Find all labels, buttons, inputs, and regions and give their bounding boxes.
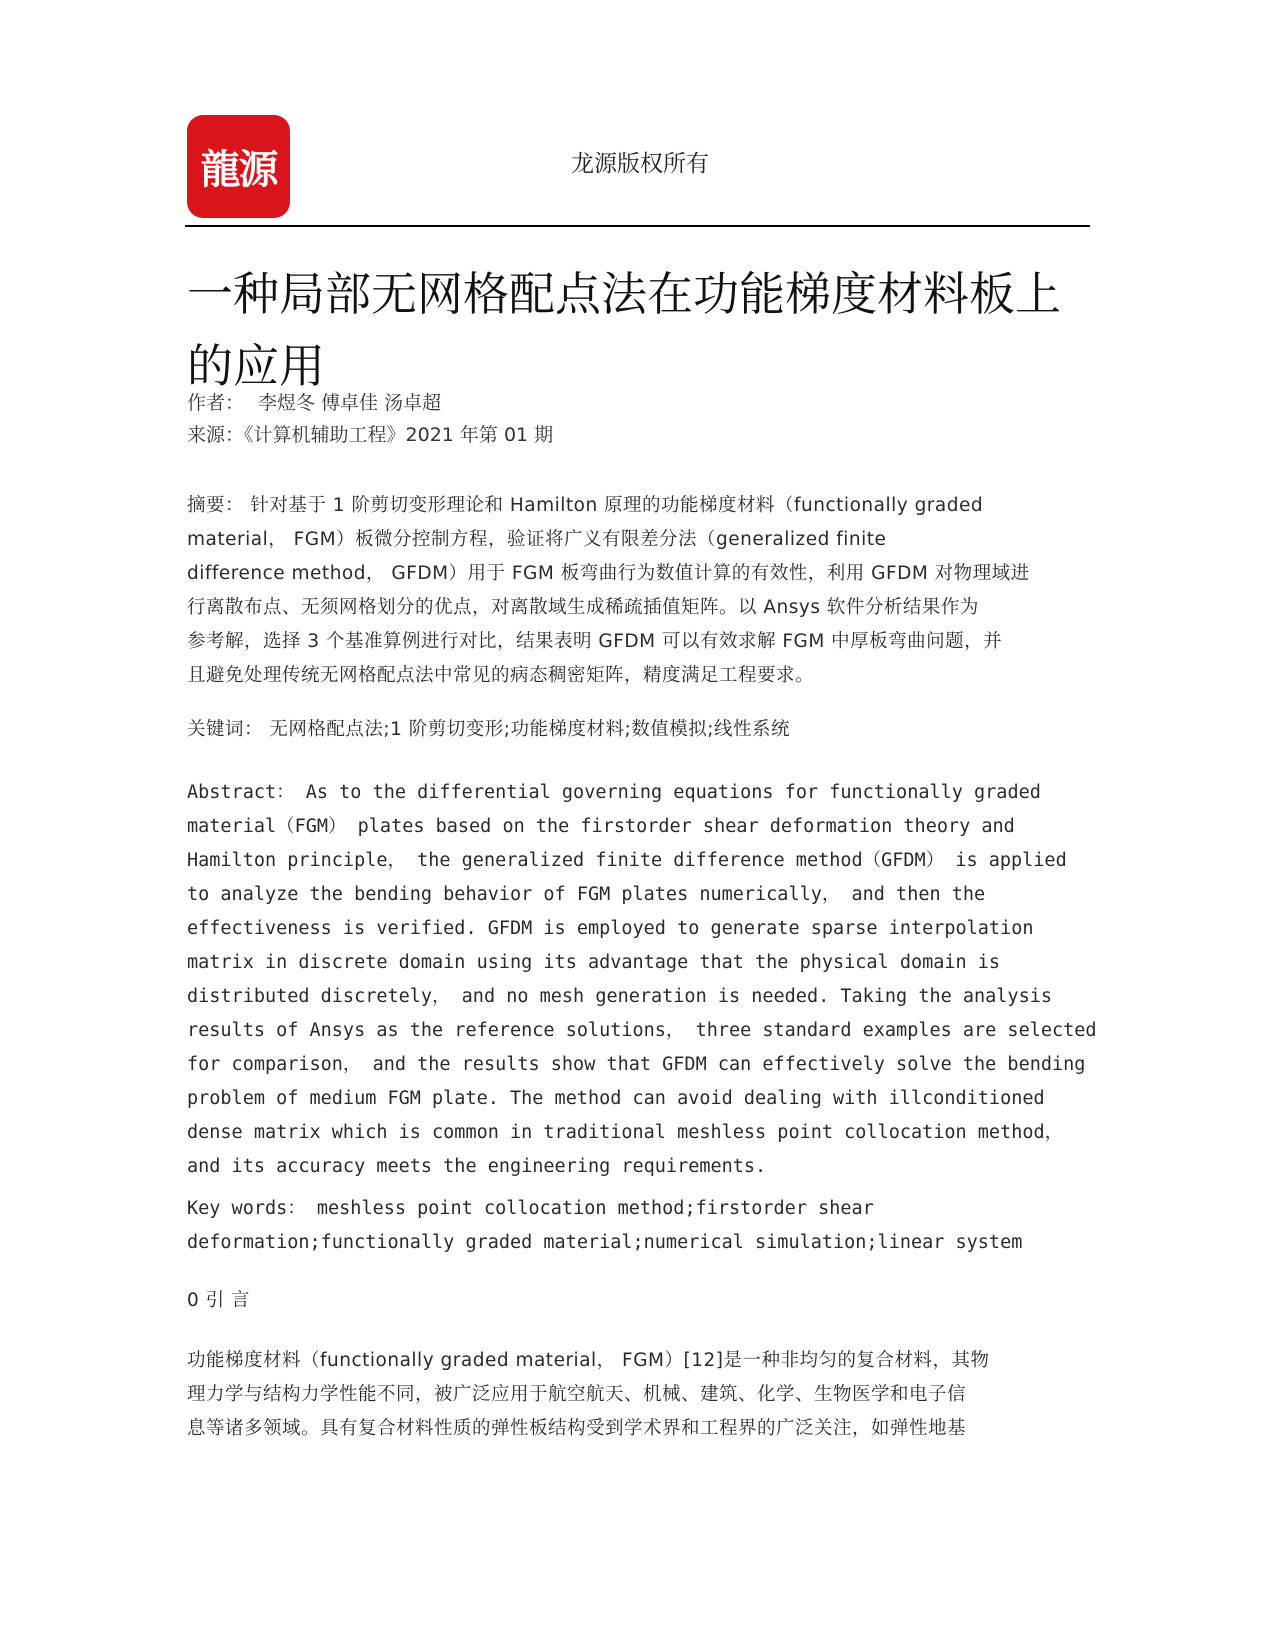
abstract-cn-line — [187, 489, 1087, 523]
author-line — [187, 388, 441, 415]
longyuan-logo — [187, 115, 290, 218]
section-body-line: 息等诸多领域。具有复合材料性质的弹性板结构受到学术界和工程界的广泛关注，如弹性地基 — [187, 1418, 967, 1439]
section-body-line: 理力学与结构力学性能不同，被广泛应用于航空航天、机械、建筑、化学、生物医学和电子信 — [187, 1384, 967, 1405]
abstract-en-line: dense matrix which is common in traditional meshless point collocation method， — [187, 1122, 1064, 1143]
keywords-en-line: deformation;functionally graded material;numerical simulation;linear system — [187, 1232, 1023, 1253]
keywords-en-line — [187, 1192, 1087, 1226]
keywords-cn-label: 关键词： — [187, 719, 264, 740]
abstract-cn-text: 针对基于 1 阶剪切变形理论和 Hamilton 原理的功能梯度材料（functionally graded — [250, 495, 984, 516]
abstract-cn-line: difference method， GFDM）用于 FGM 板弯曲行为数值计算的有效性，利用 GFDM 对物理域进 — [187, 563, 1030, 584]
keywords-cn — [187, 713, 1087, 747]
abstract-cn — [187, 489, 1087, 693]
abstract-en-line: effectiveness is verified. GFDM is employed to generate sparse interpolation — [187, 918, 1034, 939]
abstract-en-text: As to the differential governing equations for functionally graded — [305, 782, 1041, 803]
abstract-en-line: results of Ansys as the reference solutions， three standard examples are selected — [187, 1020, 1097, 1041]
abstract-en-line — [187, 776, 1087, 810]
abstract-cn-label: 摘要： — [187, 495, 245, 516]
abstract-cn-line: 行离散布点、无须网格划分的优点，对离散域生成稀疏插值矩阵。以 Ansys 软件分析结果作为 — [187, 597, 979, 618]
site-copyright: 龙源版权所有 — [571, 151, 709, 177]
author-label: 作者： — [187, 392, 245, 414]
abstract-en-line: material（FGM） plates based on the firstorder shear deformation theory and — [187, 816, 1015, 837]
abstract-en-line: distributed discretely， and no mesh generation is needed. Taking the analysis — [187, 986, 1052, 1007]
keywords-cn-text: 无网格配点法;1 阶剪切变形;功能梯度材料;数值模拟;线性系统 — [269, 719, 790, 740]
abstract-en — [187, 776, 1097, 1184]
keywords-cn-line — [187, 713, 1087, 747]
keywords-en-label: Key words： — [187, 1198, 306, 1219]
source: 《计算机辅助工程》2021 年第 01 期 — [244, 424, 554, 446]
authors: 李煜冬 傅卓佳 汤卓超 — [258, 392, 442, 414]
article-title — [187, 258, 1087, 402]
keywords-en-text: meshless point collocation method;firstorder shear — [316, 1198, 874, 1219]
source-line — [187, 420, 553, 447]
title-line: 一种局部无网格配点法在功能梯度材料板上 — [187, 267, 1061, 321]
section-body — [187, 1344, 1087, 1446]
title-line: 的应用 — [187, 339, 325, 393]
abstract-en-line: to analyze the bending behavior of FGM plates numerically， and then the — [187, 884, 986, 905]
abstract-cn-line: 且避免处理传统无网格配点法中常见的病态稠密矩阵，精度满足工程要求。 — [187, 665, 815, 686]
source-label: 来源： — [187, 424, 245, 446]
abstract-en-line: matrix in discrete domain using its advantage that the physical domain is — [187, 952, 1001, 973]
header-divider — [185, 225, 1090, 227]
abstract-en-line: for comparison， and the results show that GFDM can effectively solve the bending — [187, 1054, 1086, 1075]
abstract-en-line: and its accuracy meets the engineering requirements. — [187, 1156, 767, 1177]
section-body-line: 功能梯度材料（functionally graded material， FGM）[12]是一种非均匀的复合材料，其物 — [187, 1350, 990, 1371]
keywords-en — [187, 1192, 1087, 1260]
abstract-en-label: Abstract： — [187, 782, 295, 803]
abstract-cn-line: 参考解，选择 3 个基准算例进行对比，结果表明 GFDM 可以有效求解 FGM 中厚板弯曲问题，并 — [187, 631, 1003, 652]
abstract-en-line: Hamilton principle， the generalized finite difference method（GFDM） is applied — [187, 850, 1067, 871]
abstract-en-line: problem of medium FGM plate. The method can avoid dealing with illconditioned — [187, 1088, 1045, 1109]
section-heading-text: 0 引 言 — [187, 1290, 251, 1311]
section-heading — [187, 1284, 1087, 1318]
abstract-cn-line: material， FGM）板微分控制方程，验证将广义有限差分法（generalized finite — [187, 529, 887, 550]
logo-text: 龍源 — [200, 146, 277, 193]
